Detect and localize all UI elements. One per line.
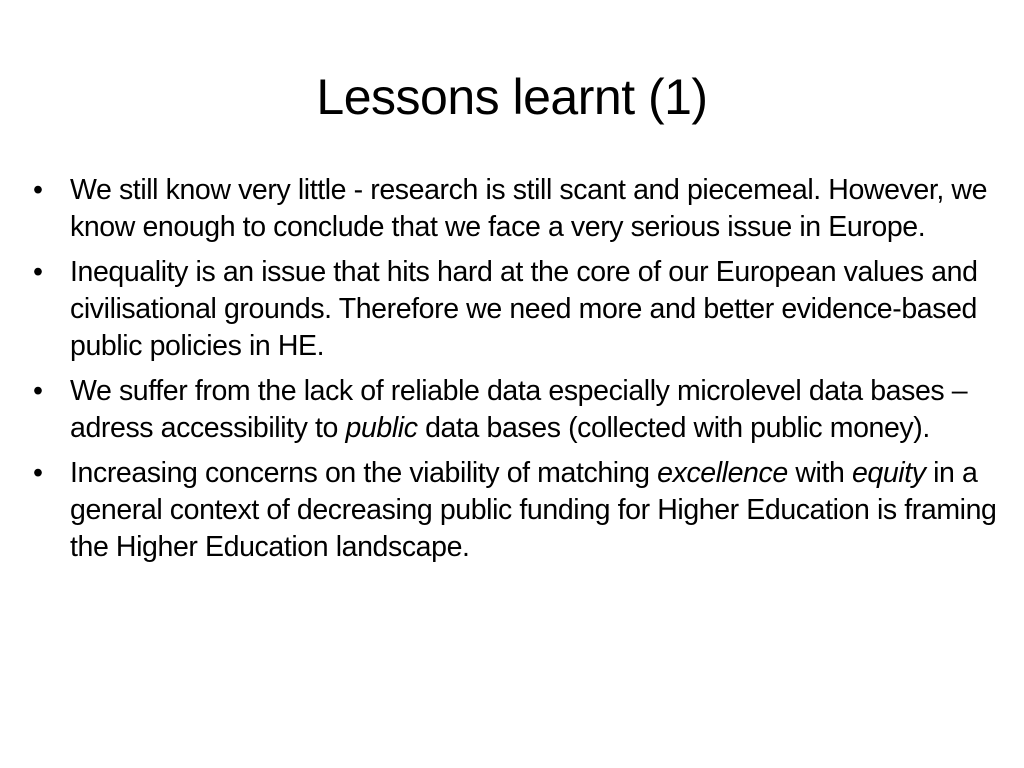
text-segment: in a general context of decreasing public funding for Higher Education is framing the Higher Education landscape. — [70, 457, 997, 563]
bullet-item — [33, 373, 1008, 447]
italic-segment: equity — [851, 457, 926, 489]
slide-title: Lessons learnt (1) — [316, 69, 708, 125]
italic-segment: excellence — [657, 457, 788, 489]
bullet-item — [33, 172, 1008, 246]
bullet-icon: • — [33, 375, 43, 407]
bullet-text — [70, 457, 997, 563]
text-segment: with — [787, 457, 852, 489]
bullet-icon: • — [33, 174, 43, 206]
text-segment: Increasing concerns on the viability of matching — [70, 457, 658, 489]
bullet-text — [70, 375, 967, 444]
text-segment: data bases (collected with public money). — [417, 412, 930, 444]
text-segment: Inequality is an issue that hits hard at the core of our European values and civilisational grounds. Therefore we need more and better evidence-based public policies in HE. — [70, 256, 978, 362]
bullet-text — [70, 256, 978, 362]
text-segment: We suffer from the lack of reliable data especially microlevel data bases – adress accessibility to — [70, 375, 968, 444]
bullet-list — [33, 172, 1008, 574]
text-segment: We still know very little - research is still scant and piecemeal. However, we know enough to conclude that we face a very serious issue in Europe. — [70, 174, 988, 243]
italic-segment: public — [345, 412, 418, 444]
bullet-icon: • — [33, 457, 43, 489]
bullet-text — [70, 174, 987, 243]
bullet-item — [33, 254, 1008, 365]
bullet-icon: • — [33, 256, 43, 288]
bullet-item — [33, 455, 1008, 566]
